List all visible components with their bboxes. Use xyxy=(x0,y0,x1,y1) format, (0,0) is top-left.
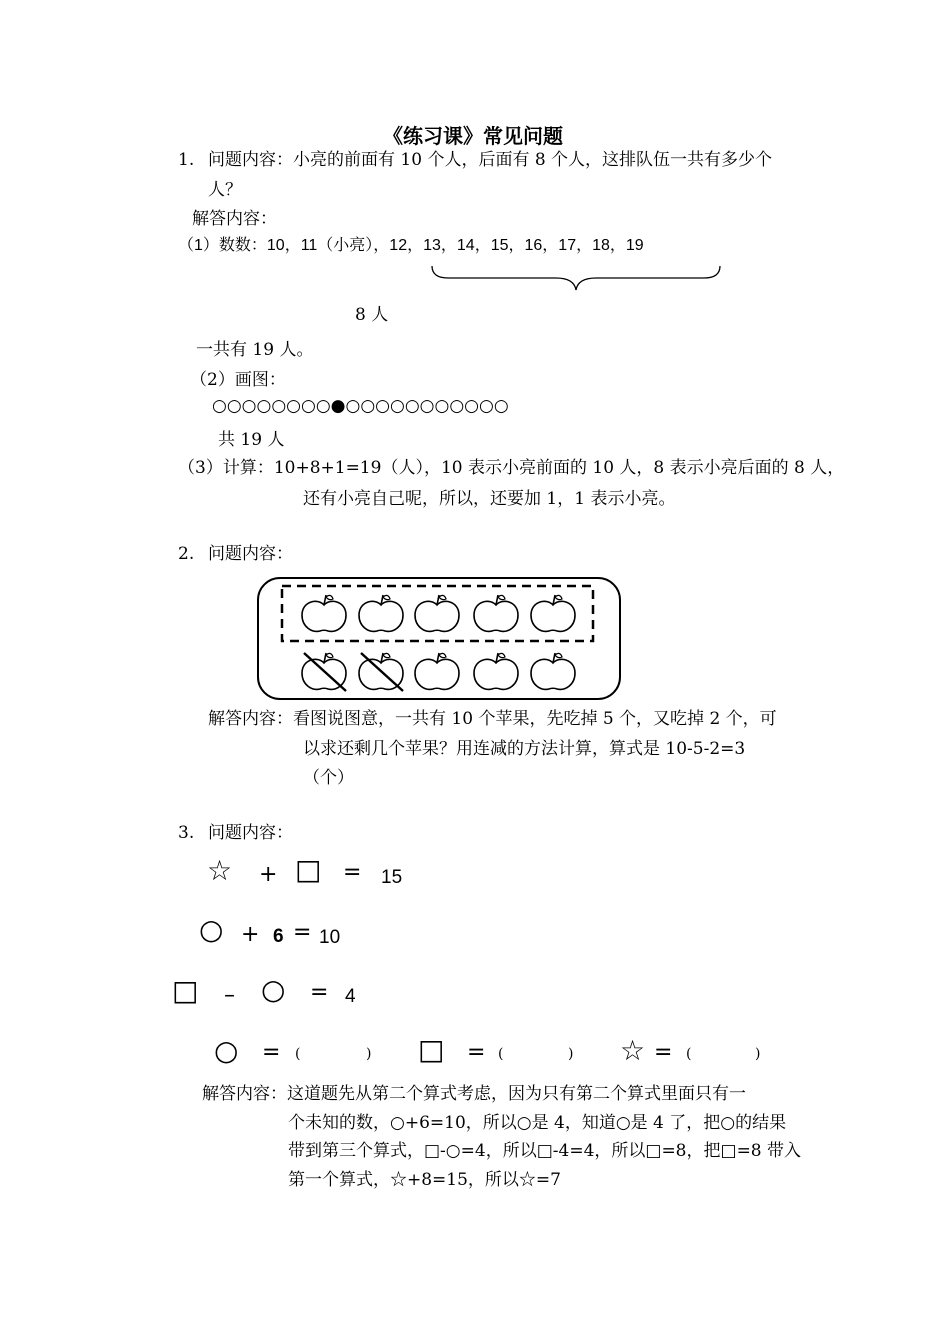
apple-illustration xyxy=(256,576,624,702)
circle-icon: ○ xyxy=(214,1034,239,1067)
q1-question-line2: 人？ xyxy=(208,180,242,200)
apple-icon xyxy=(415,653,459,689)
q1-question-line1: 问题内容：小亮的前面有 10 个人，后面有 8 个人，这排队伍一共有多少个 xyxy=(208,150,773,170)
equals-sign: = xyxy=(293,920,312,945)
q2-number: 2. xyxy=(178,544,195,564)
square-icon: □ xyxy=(418,1033,445,1066)
q3-answer-line3: 带到第三个算式，□-○=4，所以□-4=4，所以□=8，把□=8 带入 xyxy=(288,1141,802,1161)
eq1-result: 15 xyxy=(381,867,403,888)
q1-answer-label: 解答内容： xyxy=(192,209,277,229)
q1-total: 一共有 19 人。 xyxy=(196,340,314,360)
plus-sign: + xyxy=(259,862,278,887)
q2-answer-line2: 以求还剩几个苹果？用连减的方法计算，算式是 10-5-2=3 xyxy=(303,739,746,759)
equals-sign: = xyxy=(654,1040,673,1065)
circle-icon: ○ xyxy=(261,973,286,1006)
minus-sign: – xyxy=(224,983,235,1008)
plus-sign: + xyxy=(241,922,260,947)
q1-total2: 共 19 人 xyxy=(218,430,285,450)
equals-sign: = xyxy=(343,860,362,885)
close-paren: ) xyxy=(366,1046,372,1062)
apple-icon xyxy=(474,653,518,689)
page-title: 《练习课》常见问题 xyxy=(383,124,563,148)
apple-icon xyxy=(531,653,575,689)
circle-icon: ○ xyxy=(199,913,224,946)
equals-sign: = xyxy=(262,1040,281,1065)
open-paren: ( xyxy=(686,1046,692,1062)
eq2-result: 10 xyxy=(319,927,341,948)
star-icon: ☆ xyxy=(207,854,233,887)
q1-step3-line1: （3）计算：10+8+1=19（人），10 表示小亮前面的 10 人，8 表示小亮后面的 8 人， xyxy=(178,458,845,478)
brace-label: 8 人 xyxy=(355,305,389,325)
q1-step2: （2）画图： xyxy=(190,370,286,390)
apple-icon xyxy=(302,595,346,631)
circles-diagram: ○○○○○○○○●○○○○○○○○○○○ xyxy=(212,396,509,416)
square-icon: □ xyxy=(295,853,322,886)
equals-sign: = xyxy=(467,1040,486,1065)
q2-answer-line3: （个） xyxy=(303,768,354,788)
close-paren: ) xyxy=(755,1046,761,1062)
q3-answer-line2: 个未知的数，○+6=10，所以○是 4，知道○是 4 了，把○的结果 xyxy=(288,1113,787,1133)
q3-answer-line1: 解答内容：这道题先从第二个算式考虑，因为只有第二个算式里面只有一 xyxy=(202,1084,746,1104)
star-icon: ☆ xyxy=(620,1034,646,1067)
q2-answer-line1: 解答内容：看图说图意，一共有 10 个苹果，先吃掉 5 个，又吃掉 2 个，可 xyxy=(208,709,777,729)
q1-step3-line2: 还有小亮自己呢，所以，还要加 1，1 表示小亮。 xyxy=(303,489,676,509)
apple-icon xyxy=(359,653,403,691)
q2-question: 问题内容： xyxy=(208,544,293,564)
apple-icon xyxy=(474,595,518,631)
open-paren: ( xyxy=(498,1046,504,1062)
close-paren: ) xyxy=(568,1046,574,1062)
curly-brace xyxy=(428,262,724,292)
apple-icon xyxy=(415,595,459,631)
apple-icon xyxy=(302,653,346,691)
apple-icon xyxy=(359,595,403,631)
eq2-number: 6 xyxy=(273,926,284,947)
eq3-result: 4 xyxy=(345,986,356,1007)
apple-icon xyxy=(531,595,575,631)
square-icon: □ xyxy=(172,974,199,1007)
q3-answer-line4: 第一个算式，☆+8=15，所以☆=7 xyxy=(288,1170,561,1190)
q1-step1: （1）数数：10，11（小亮），12，13，14，15，16，17，18，19 xyxy=(178,237,644,254)
q3-question: 问题内容： xyxy=(208,823,293,843)
equals-sign: = xyxy=(310,980,329,1005)
open-paren: ( xyxy=(295,1046,301,1062)
q1-number: 1. xyxy=(178,150,195,170)
q3-number: 3. xyxy=(178,823,195,843)
